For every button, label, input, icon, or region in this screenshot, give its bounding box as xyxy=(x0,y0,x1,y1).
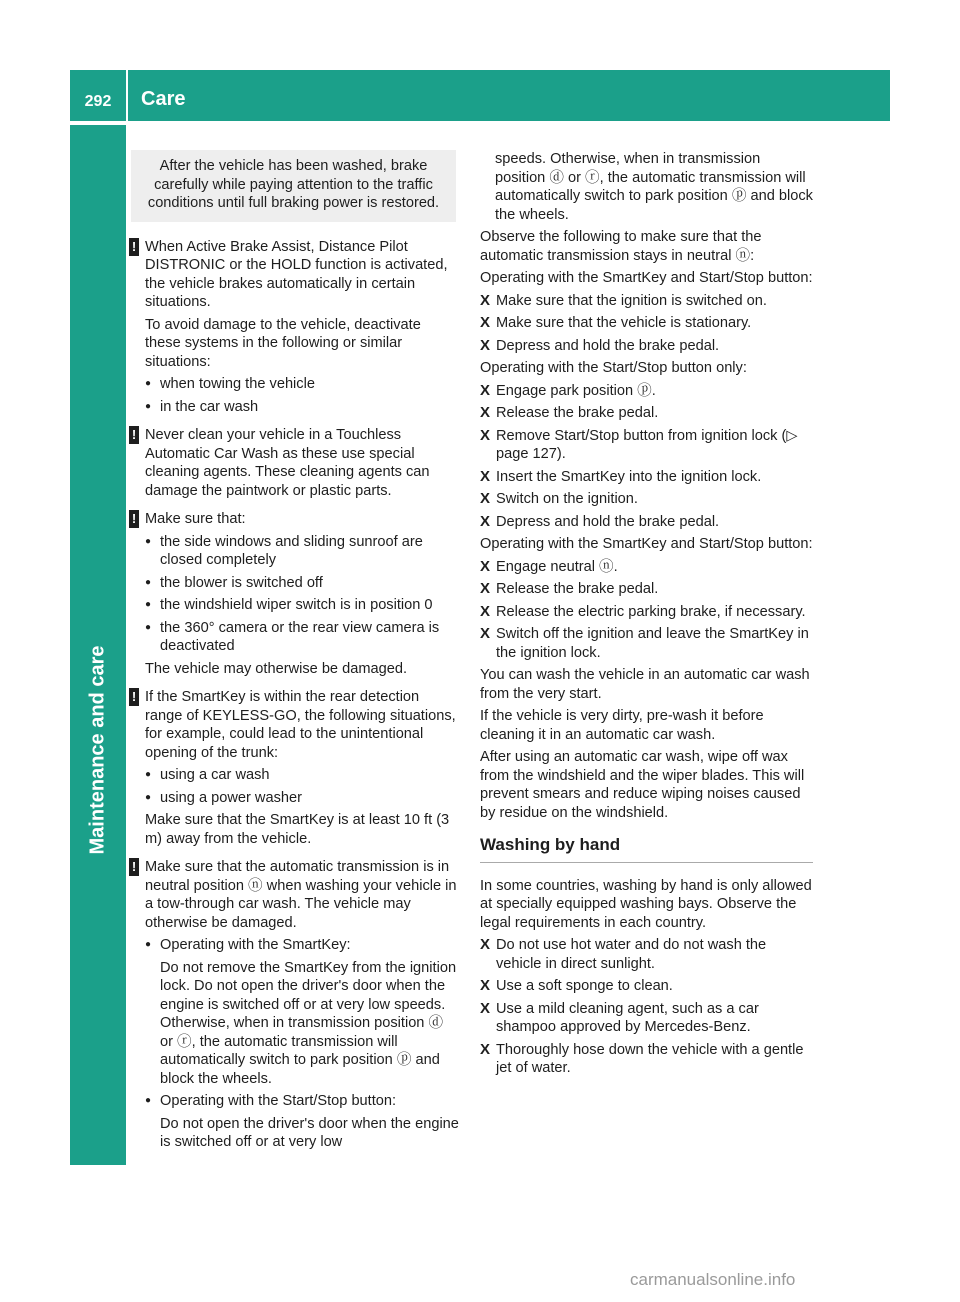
step-item: X Release the brake pedal. xyxy=(480,580,659,597)
bullet-icon: ● xyxy=(145,400,152,412)
step-arrow-icon: X xyxy=(480,977,491,994)
step-arrow-icon: X xyxy=(480,625,491,642)
step-arrow-icon: X xyxy=(480,404,491,421)
list-item-text: Do not remove the SmartKey from the ignition lock. Do not open the driver's door when the engine is switched off or at very low speeds. Otherwise, when in transmission position ⓓ or ⓡ, the automatic transmission will automatically switch to park position ⓟ and block the wheels. xyxy=(160,959,457,1087)
warning-block xyxy=(129,510,460,678)
warning-text: If the SmartKey is within the rear detection range of KEYLESS-GO, the following situations, for example, could lead to the unintentional opening of the trunk: xyxy=(145,689,456,761)
warning-text: To avoid damage to the vehicle, deactivate these systems in the following or similar situations: xyxy=(145,316,421,370)
step-item: X Insert the SmartKey into the ignition lock. xyxy=(480,467,762,485)
list-item: ● using a car wash xyxy=(145,767,270,783)
bullet-icon: ● xyxy=(145,535,152,547)
step-arrow-icon: X xyxy=(480,314,491,331)
bullet-icon: ● xyxy=(145,769,152,780)
list-item: ● the windshield wiper switch is in position 0 xyxy=(145,597,433,613)
continuation-text: speeds. Otherwise, when in transmission position ⓓ or ⓡ, the automatic transmission will automatically switch to park position ⓟ and block the wheels. xyxy=(495,151,813,223)
paragraph: Operating with the SmartKey and Start/Stop button: xyxy=(480,270,813,286)
paragraph: Operating with the Start/Stop button only: xyxy=(480,360,747,376)
warning-icon: ! xyxy=(129,426,139,444)
step-arrow-icon: X xyxy=(480,490,491,507)
list-item: ● using a power washer xyxy=(145,789,302,806)
step-item: X Use a soft sponge to clean. xyxy=(480,977,673,994)
step-item: X Depress and hold the brake pedal. xyxy=(480,512,720,530)
paragraph: Observe the following to make sure that the automatic transmission stays in neutral ⓝ: xyxy=(480,229,762,264)
right-column xyxy=(480,150,813,1082)
step-arrow-icon: X xyxy=(480,426,491,444)
step-item: X Make sure that the vehicle is stationary. xyxy=(480,314,752,331)
bullet-icon: ● xyxy=(145,791,152,803)
warning-text: Make sure that the automatic transmission is in neutral position ⓝ when washing your vehicle in a tow-through car wash. The vehicle may otherwise be damaged. xyxy=(145,859,457,931)
list-item: ● the side windows and sliding sunroof are closed completely xyxy=(145,533,423,568)
paragraph: In some countries, washing by hand is only allowed at specially equipped washing bays. Observe the legal requirements in each country. xyxy=(480,877,812,931)
header-bar xyxy=(70,70,890,121)
paragraph: After using an automatic car wash, wipe off wax from the windshield and the wiper blades. This will prevent smears and reduce wiping noises caused by residue on the windshield. xyxy=(480,749,805,821)
step-arrow-icon: X xyxy=(480,291,491,309)
bullet-icon: ● xyxy=(145,1095,152,1106)
page-number: 292 xyxy=(84,93,112,110)
warning-icon: ! xyxy=(129,688,139,706)
step-arrow-icon: X xyxy=(480,557,491,575)
warning-icon: ! xyxy=(129,510,139,528)
list-item-text: Do not open the driver's door when the engine is switched off or at very low xyxy=(160,1115,459,1150)
step-item: X Use a mild cleaning agent, such as a car shampoo approved by Mercedes-Benz. xyxy=(480,999,759,1035)
step-arrow-icon: X xyxy=(480,602,491,620)
list-item: ● the 360° camera or the rear view camera is deactivated xyxy=(145,619,440,654)
paragraph: You can wash the vehicle in an automatic car wash from the very start. xyxy=(480,667,810,702)
watermark: carmanualsonline.info xyxy=(630,1270,796,1289)
bullet-icon: ● xyxy=(145,599,152,610)
warning-icon: ! xyxy=(129,858,139,876)
step-item: X Remove Start/Stop button from ignition lock (▷ page 127). xyxy=(480,426,798,462)
step-item: X Depress and hold the brake pedal. xyxy=(480,336,720,354)
step-arrow-icon: X xyxy=(480,1040,491,1058)
step-item: X Make sure that the ignition is switched on. xyxy=(480,291,767,309)
warning-text: Make sure that the SmartKey is at least 10 ft (3 m) away from the vehicle. xyxy=(145,812,450,847)
bullet-icon: ● xyxy=(145,378,152,389)
warning-block xyxy=(129,858,460,1152)
step-arrow-icon: X xyxy=(480,999,491,1017)
list-item: ● Operating with the SmartKey: xyxy=(145,937,351,953)
note-box: After the vehicle has been washed, brake carefully while paying attention to the traffic conditions until full braking power is restored. xyxy=(131,150,456,222)
step-item: X Engage neutral ⓝ. xyxy=(480,557,618,575)
bullet-icon: ● xyxy=(145,576,152,588)
section-title: Care xyxy=(141,88,186,110)
warning-icon: ! xyxy=(129,238,139,256)
step-item: X Do not use hot water and do not wash the vehicle in direct sunlight. xyxy=(480,936,767,972)
warning-block xyxy=(129,688,460,848)
subheading: Washing by hand xyxy=(480,836,813,863)
warning-text: Make sure that: xyxy=(145,511,246,527)
step-arrow-icon: X xyxy=(480,467,491,485)
bullet-icon: ● xyxy=(145,621,152,633)
step-arrow-icon: X xyxy=(480,936,491,953)
step-item: X Release the brake pedal. xyxy=(480,404,659,421)
list-item: ● the blower is switched off xyxy=(145,574,323,591)
warning-text: When Active Brake Assist, Distance Pilot DISTRONIC or the HOLD function is activated, the vehicle brakes automatically in certain situations. xyxy=(145,238,448,310)
warning-block xyxy=(129,426,460,500)
bullet-icon: ● xyxy=(145,939,152,950)
left-column xyxy=(129,150,460,1162)
warning-text: The vehicle may otherwise be damaged. xyxy=(145,660,408,677)
step-item: X Switch on the ignition. xyxy=(480,490,638,507)
step-item: X Thoroughly hose down the vehicle with a gentle jet of water. xyxy=(480,1040,804,1076)
list-item: ● when towing the vehicle xyxy=(145,376,315,392)
step-item: X Release the electric parking brake, if necessary. xyxy=(480,602,806,620)
step-arrow-icon: X xyxy=(480,336,491,354)
list-item: ● Operating with the Start/Stop button: xyxy=(145,1093,397,1109)
warning-block xyxy=(129,238,460,417)
warning-text: Never clean your vehicle in a Touchless Automatic Car Wash as these use special cleaning agents. These cleaning agents can damage the paintwork or plastic parts. xyxy=(145,427,430,499)
step-arrow-icon: X xyxy=(480,381,491,399)
side-label: Maintenance and care xyxy=(86,645,109,855)
header-divider xyxy=(126,70,128,121)
list-item: ● in the car wash xyxy=(145,398,259,415)
step-arrow-icon: X xyxy=(480,580,491,597)
paragraph: Operating with the SmartKey and Start/Stop button: xyxy=(480,536,813,552)
step-item: X Engage park position ⓟ. xyxy=(480,381,656,399)
paragraph: If the vehicle is very dirty, pre-wash it before cleaning it in an automatic car wash. xyxy=(480,708,764,743)
step-item: X Switch off the ignition and leave the SmartKey in the ignition lock. xyxy=(480,625,809,661)
step-arrow-icon: X xyxy=(480,512,491,530)
